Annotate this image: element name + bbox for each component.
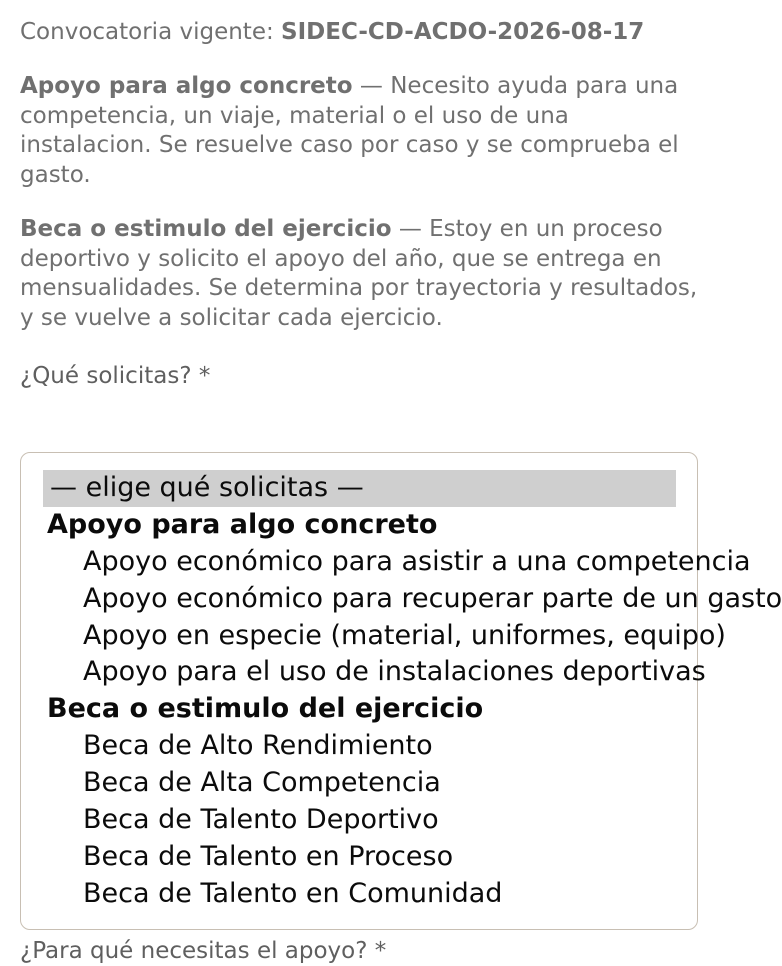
convocatoria-line xyxy=(20,18,700,46)
option-apoyo-instalaciones[interactable]: Apoyo para el uso de instalaciones deportivas xyxy=(83,656,706,688)
form-section xyxy=(20,0,782,909)
option-beca-alto-rendimiento[interactable]: Beca de Alto Rendimiento xyxy=(83,730,433,762)
convocatoria-code: SIDEC-CD-ACDO-2026-08-17 xyxy=(281,19,645,45)
help-apoyo-concreto-title: Apoyo para algo concreto xyxy=(20,73,353,99)
option-beca-talento-deportivo[interactable]: Beca de Talento Deportivo xyxy=(83,804,439,836)
option-beca-talento-comunidad[interactable]: Beca de Talento en Comunidad xyxy=(83,877,503,909)
optgroup-apoyo-concreto: Apoyo para algo concreto xyxy=(47,508,438,540)
help-apoyo-concreto xyxy=(20,72,700,190)
option-beca-talento-proceso[interactable]: Beca de Talento en Proceso xyxy=(83,840,454,872)
option-apoyo-recuperar-gasto[interactable]: Apoyo económico para recuperar parte de un gasto xyxy=(83,582,782,614)
convocatoria-prefix: Convocatoria vigente: xyxy=(20,19,282,45)
option-apoyo-competencia[interactable]: Apoyo económico para asistir a una competencia xyxy=(83,545,751,577)
que-solicitas-label: ¿Qué solicitas? * xyxy=(20,363,211,389)
help-beca-ejercicio xyxy=(20,215,700,333)
help-apoyo-concreto-text: — Necesito ayuda para una competencia, un viaje, material o el uso de una instalacion. Se resuelve caso por caso y se comprueba el gasto. xyxy=(20,73,679,188)
select-placeholder-option[interactable]: — elige qué solicitas — xyxy=(43,470,676,507)
help-beca-ejercicio-title: Beca o estimulo del ejercicio xyxy=(20,216,392,242)
select-options-list xyxy=(43,470,782,913)
next-field-label: ¿Para qué necesitas el apoyo? * xyxy=(20,938,387,964)
optgroup-beca-ejercicio: Beca o estimulo del ejercicio xyxy=(47,693,484,725)
option-apoyo-especie[interactable]: Apoyo en especie (material, uniformes, equipo) xyxy=(83,619,726,651)
option-beca-alta-competencia[interactable]: Beca de Alta Competencia xyxy=(83,767,441,799)
que-solicitas-select[interactable] xyxy=(20,452,782,930)
help-beca-ejercicio-text: — Estoy en un proceso deportivo y solicito el apoyo del año, que se entrega en mensualidades. Se determina por trayectoria y resultados, y se vuelve a solicitar cada ejercicio. xyxy=(20,216,698,331)
